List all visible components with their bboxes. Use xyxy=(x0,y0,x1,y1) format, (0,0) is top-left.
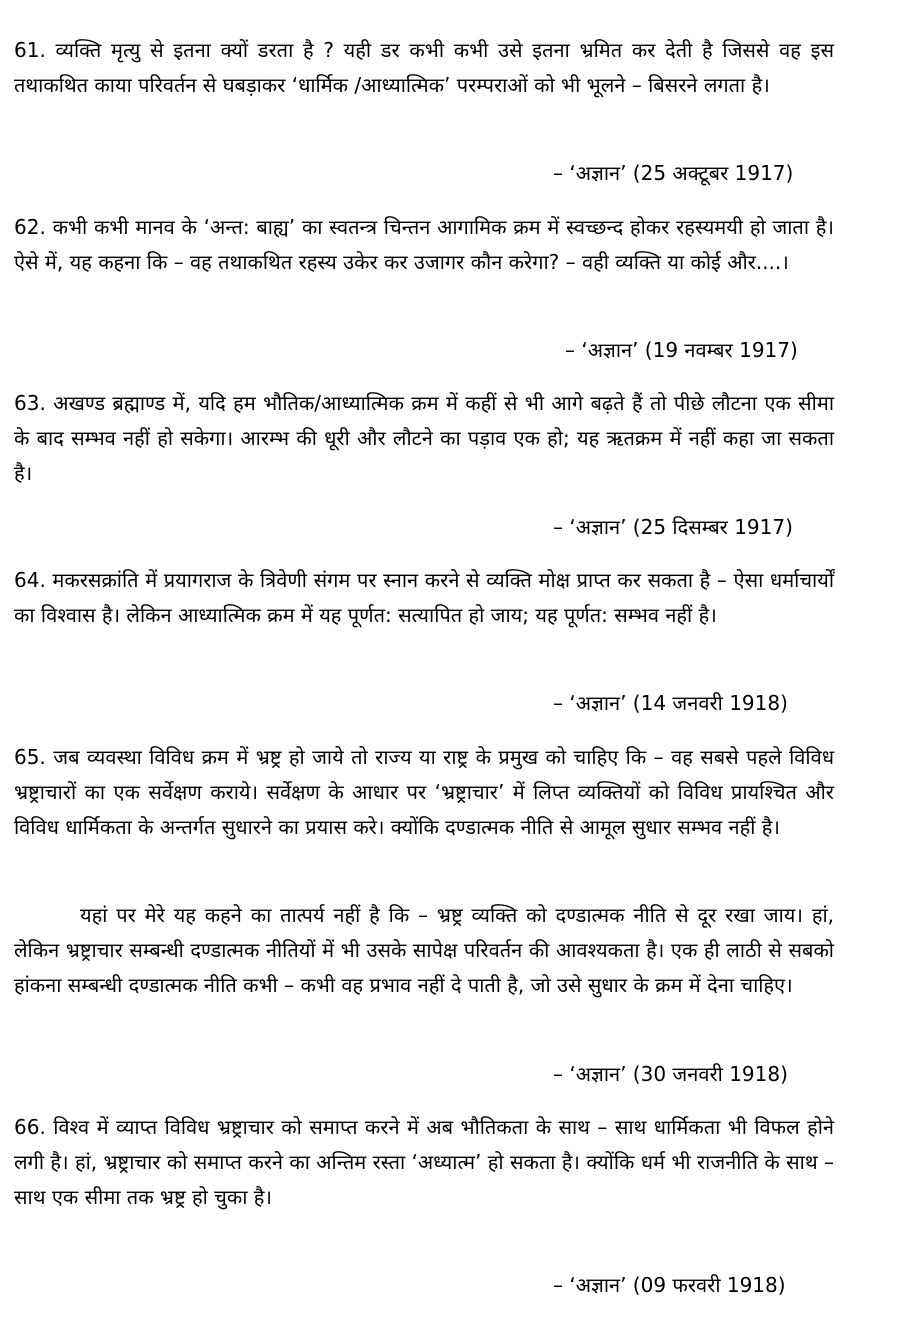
entry-65-paragraph-1: 65. जब व्यवस्था विविध क्रम में भ्रष्ट्र हो जाये तो राज्य या राष्ट्र के प्रमुख को चाहिए कि – वह सबसे पहले विविध भ्रष्ट्राचारों का एक सर्वेक्षण कराये। सर्वेक्षण के आधार पर ‘भ्रष्ट्राचार’ में लिप्त व्यक्तियों को विविध प्रायश्चित और विविध धार्मिकता के अन्तर्गत सुधारने का प्रयास करे। क्योंकि दण्डात्मक नीति से आमूल सुधार सम्भव नहीं है। xyxy=(14,745,834,839)
entry-63-paragraph: 63. अखण्ड ब्रह्माण्ड में, यदि हम भौतिक/आध्यात्मिक क्रम में कहीं से भी आगे बढ़ते हैं तो पीछे लौटना एक सीमा के बाद सम्भव नहीं हो सकेगा। आरम्भ की धूरी और लौटने का पड़ाव एक हो; यह ऋतक्रम में नहीं कहा जा सकता है। xyxy=(14,391,834,485)
entry-64-paragraph: 64. मकरसक्रांति में प्रयागराज के त्रिवेणी संगम पर स्नान करने से व्यक्ति मोक्ष प्राप्त कर सकता है – ऐसा धर्माचार्यों का विश्वास है। लेकिन आध्यात्मिक क्रम में यह पूर्णत: सत्यापित हो जाय; यह पूर्णत: सम्भव नहीं है। xyxy=(14,568,834,627)
entry-66-signature: – ‘अज्ञान’ (09 फरवरी 1918) xyxy=(553,1273,786,1297)
entry-62-paragraph: 62. कभी कभी मानव के ‘अन्त: बाह्य’ का स्वतन्त्र चिन्तन आगामिक क्रम में स्वच्छन्द होकर रहस्यमयी हो जाता है। ऐसे में, यह कहना कि – वह तथाकथित रहस्य उकेर कर उजागर कौन करेगा? – वही व्यक्ति या कोई और....। xyxy=(14,215,834,274)
entry-65-paragraph-2: यहां पर मेरे यह कहने का तात्पर्य नहीं है कि – भ्रष्ट्र व्यक्ति को दण्डात्मक नीति से दूर रखा जाय। हां, लेकिन भ्रष्ट्राचार सम्बन्धी दण्डात्मक नीतियों में भी उसके सापेक्ष परिवर्तन की आवश्यकता है। एक ही लाठी से सबको हांकना सम्बन्धी दण्डात्मक नीति कभी – कभी वह प्रभाव नहीं दे पाती है, जो उसे सुधार के क्रम में देना चाहिए। xyxy=(14,903,834,997)
entry-62-signature: – ‘अज्ञान’ (19 नवम्बर 1917) xyxy=(565,338,798,362)
entry-61-signature: – ‘अज्ञान’ (25 अक्टूबर 1917) xyxy=(553,161,794,185)
entry-65-signature: – ‘अज्ञान’ (30 जनवरी 1918) xyxy=(553,1062,788,1086)
entry-64-signature: – ‘अज्ञान’ (14 जनवरी 1918) xyxy=(553,691,788,715)
entry-63-signature: – ‘अज्ञान’ (25 दिसम्बर 1917) xyxy=(553,515,793,539)
entry-66-paragraph: 66. विश्व में व्याप्त विविध भ्रष्ट्राचार को समाप्त करने में अब भौतिकता के साथ – साथ धार्मिकता भी विफल होने लगी है। हां, भ्रष्ट्राचार को समाप्त करने का अन्तिम रस्ता ‘अध्यात्म’ हो सकता है। क्योंकि धर्म भी राजनीति के साथ – साथ एक सीमा तक भ्रष्ट्र हो चुका है। xyxy=(14,1115,834,1209)
entry-61-paragraph: 61. व्यक्ति मृत्यु से इतना क्यों डरता है ? यही डर कभी कभी उसे इतना भ्रमित कर देती है जिससे वह इस तथाकथित काया परिवर्तन से घबड़ाकर ‘धार्मिक /आध्यात्मिक’ परम्पराओं को भी भूलने – बिसरने लगता है। xyxy=(14,38,834,97)
